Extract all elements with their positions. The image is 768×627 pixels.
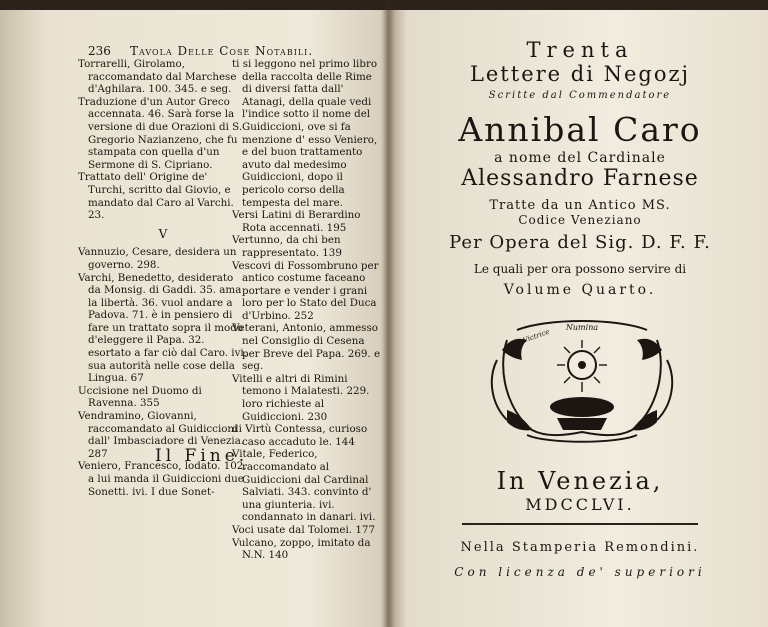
index-column-1 — [78, 58, 248, 498]
title-line-3: Scritte dal Commendatore — [488, 90, 672, 101]
author-name: Annibal Caro — [458, 110, 702, 149]
title-line-10: Le quali per ora possono servire di — [473, 262, 687, 276]
index-entry: Torrarelli, Girolamo, raccomandato dal Marchese d'Aghilara. 100. 345. e seg. — [78, 58, 237, 96]
index-entry: Versi Latini di Berardino Rota accennati. 195 — [232, 209, 361, 234]
title-line-9: Per Opera del Sig. D. F. F. — [449, 232, 711, 253]
page-number: 236 — [88, 44, 111, 58]
left-page — [0, 10, 388, 627]
title-line-2: Lettere di Negozj — [469, 62, 691, 86]
index-entry: Vulcano, zoppo, imitato da N.N. 140 — [232, 536, 371, 562]
index-entry: Vannuzio, Cesare, desidera un governo. 298. — [78, 246, 237, 271]
divider-rule — [462, 523, 698, 525]
volume-label: Volume Quarto. — [503, 282, 657, 298]
cardinal-name: Alessandro Farnese — [461, 166, 699, 191]
imprint-year: MDCCLVI. — [525, 495, 635, 514]
imprint-place: In Venezia, — [496, 467, 664, 495]
title-page — [392, 10, 768, 627]
index-entry: Uccisione nel Duomo di Ravenna. 355 — [78, 384, 202, 410]
index-entry: Voci usate dal Tolomei. 177 — [232, 523, 375, 536]
printer-emblem — [487, 310, 677, 445]
index-column-2 — [232, 58, 384, 562]
running-head: Tavola Delle Cose Notabili. — [130, 44, 314, 58]
index-entry: Varchi, Benedetto, desiderato da Monsig. di Gaddi. 35. ama la libertà. 36. vuol andare a Padova. 71. è in pensiero di fare un trattato sopra il modo d'eleggere il Papa. 32. esortato a far ciò dal Caro. ivi. sua autorità nelle cose della Lingua. 67 — [78, 271, 247, 385]
section-letter: V — [158, 226, 168, 241]
index-entry: Vertunno, da chi ben rappresentato. 139 — [232, 234, 342, 259]
index-entry: Vitale, Federico, raccomandato al Guidiccioni dal Cardinal Salviati. 343. convinto d' una giunteria. ivi. condannato in danari. ivi. — [232, 448, 376, 524]
index-entry: Vitelli e altri di Rimini temono i Malatesti. 229. loro richieste al Guidiccioni. 230 — [232, 372, 370, 423]
index-entry: Veterani, Antonio, ammesso nel Consiglio di Cesena per Breve del Papa. 269. e seg. — [232, 322, 381, 373]
title-line-1: Trenta — [526, 38, 634, 62]
title-line-5: a nome del Cardinale — [494, 150, 666, 166]
index-entry: Trattato dell' Origine de' Turchi, scritto dal Giovio, e mandato dal Caro al Varchi. 23. — [78, 171, 234, 222]
index-entry: ti si leggono nel primo libro della raccolta delle Rime di diversi fatta dall' Atanagi, della quale vedi l'indice sotto il nome del Guidiccioni, ove si fa menzione d' esso Veniero, e del buon trattamento avuto dal medesimo Guidiccioni, dopo il pericolo corso della tempesta del mare. — [232, 58, 378, 209]
index-entry: Vendramino, Giovanni, raccomandato al Guidiccioni dall' Imbasciadore di Venezia. 287 — [78, 410, 245, 460]
emblem-motto-top: Numina — [565, 323, 599, 332]
imprint-license: Con licenza de' superiori — [454, 565, 706, 579]
imprint-printer: Nella Stamperia Remondini. — [460, 540, 700, 555]
emblem-motto-left: Victrice — [521, 327, 551, 345]
title-line-8: Codice Veneziano — [518, 213, 642, 227]
index-entry: Traduzione d'un Autor Greco accennata. 46. Sarà forse la versione di due Orazioni di S. Gregorio Nazianzeno, che fu stampata con quella d'un Sermone di S. Cipriano. — [78, 95, 243, 171]
title-line-7: Tratte da un Antico MS. — [489, 198, 671, 213]
index-entry: Vescovi di Fossombruno per antico costume faceano portare e vender i grani loro per lo Stato del Duca d'Urbino. 252 — [232, 259, 379, 322]
index-entry: di Virtù Contessa, curioso caso accaduto le. 144 — [232, 423, 368, 448]
index-entry: Veniero, Francesco, lodato. 102. a lui manda il Guidiccioni due Sonetti. ivi. I due Sonet- — [78, 460, 247, 498]
colophon-il-fine: Il Fine. — [155, 446, 249, 466]
